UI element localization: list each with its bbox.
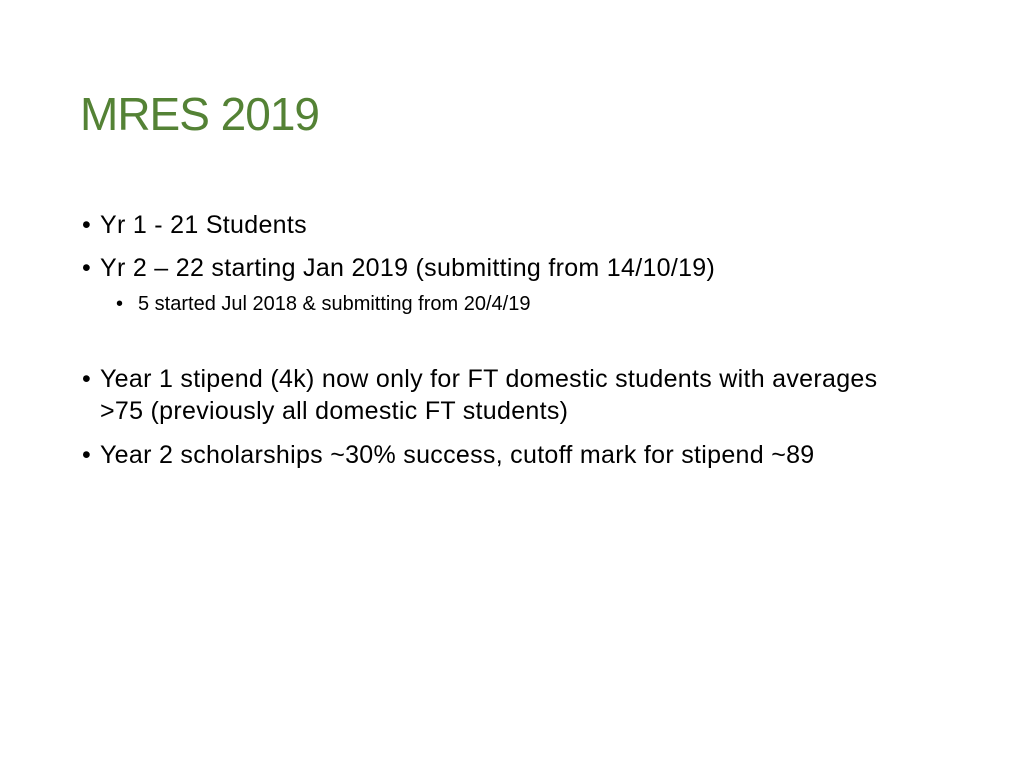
- bullet-item: [82, 439, 905, 471]
- bullet-marker: [82, 252, 100, 284]
- bullet-marker: [82, 209, 100, 241]
- bullet-text: Year 2 scholarships ~30% success, cutoff mark for stipend ~89: [100, 441, 815, 469]
- bullet-item: [82, 252, 905, 284]
- bullet-item: [82, 209, 905, 241]
- sub-bullet-marker: [116, 291, 138, 317]
- bullet-text: Year 1 stipend (4k) now only for FT domestic students with averages >75 (previously all domestic FT students): [100, 365, 878, 425]
- bullet-marker: [82, 439, 100, 471]
- slide-title: MRES 2019: [80, 88, 320, 140]
- bullet-marker: [82, 363, 100, 395]
- bullet-text: Yr 1 - 21 Students: [100, 211, 307, 239]
- sub-bullet-item: [116, 291, 838, 317]
- sub-bullet-text: 5 started Jul 2018 & submitting from 20/4/19: [138, 293, 531, 315]
- bullet-item: [82, 363, 905, 427]
- bullet-text: Yr 2 – 22 starting Jan 2019 (submitting from 14/10/19): [100, 254, 716, 282]
